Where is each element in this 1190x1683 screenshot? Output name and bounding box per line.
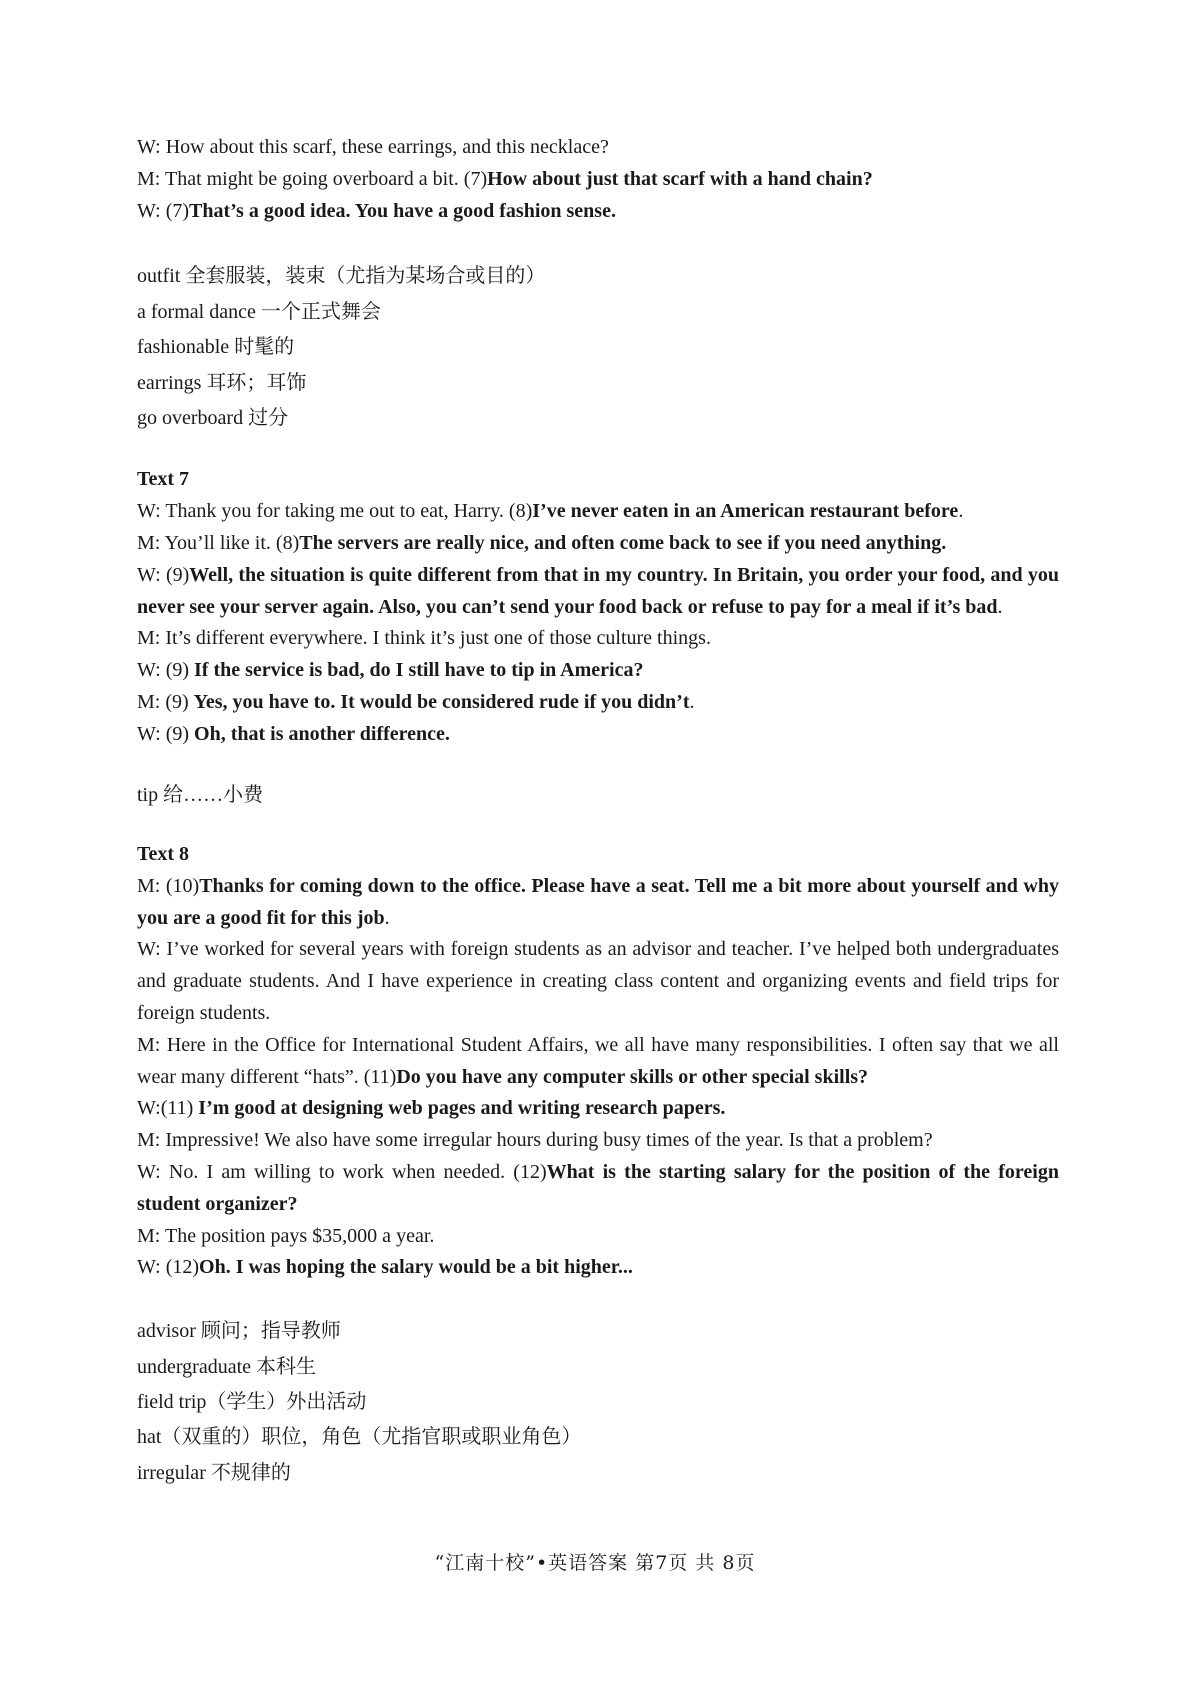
answer-page-body [137, 132, 1059, 1491]
dialogue-line: W: (7)That’s a good idea. You have a good fashion sense. [137, 199, 616, 222]
dialogue-line: W: (9) If the service is bad, do I still have to tip in America? [137, 659, 644, 682]
text7-section [137, 464, 1059, 750]
dialogue-line: W:(11) I’m good at designing web pages and writing research papers. [137, 1097, 726, 1120]
vocab-item: fashionable 时髦的 [137, 336, 295, 359]
dialogue-line: W: I’ve worked for several years with foreign students as an advisor and teacher. I’ve helped both undergraduates and graduate students. And I have experience in creating class content and organizing events and field trips for foreign students. [137, 938, 1059, 1024]
vocab-list-text8 [137, 1314, 1059, 1491]
vocab-item: advisor 顾问；指导教师 [137, 1320, 341, 1343]
dialogue-line: W: How about this scarf, these earrings, and this necklace? [137, 136, 609, 158]
vocab-item: a formal dance 一个正式舞会 [137, 300, 381, 323]
dialogue-line: M: That might be going overboard a bit. (7)How about just that scarf with a hand chain? [137, 167, 873, 190]
vocab-item: field trip（学生）外出活动 [137, 1390, 367, 1413]
dialogue-line: M: Here in the Office for International Student Affairs, we all have many responsibilities. I often say that we all wear many different “hats”. (11)Do you have any computer skills or other special skills? [137, 1033, 1059, 1088]
text6-dialogue [137, 132, 1059, 227]
dialogue-line: M: Impressive! We also have some irregular hours during busy times of the year. Is that a problem? [137, 1129, 933, 1152]
vocab-item: irregular 不规律的 [137, 1461, 291, 1484]
dialogue-line: W: Thank you for taking me out to eat, Harry. (8)I’ve never eaten in an American restaurant before. [137, 500, 964, 523]
dialogue-line: W: (12)Oh. I was hoping the salary would be a bit higher... [137, 1256, 633, 1279]
vocab-item: outfit 全套服装，装束（尤指为某场合或目的） [137, 265, 546, 288]
dialogue-line: M: (10)Thanks for coming down to the office. Please have a seat. Tell me a bit more about yourself and why you are a good fit for this job. [137, 874, 1059, 929]
dialogue-line: W: No. I am willing to work when needed. (12)What is the starting salary for the position of the foreign student organizer? [137, 1160, 1059, 1215]
vocab-item: go overboard 过分 [137, 407, 289, 430]
dialogue-line: W: (9)Well, the situation is quite different from that in my country. In Britain, you order your food, and you never see your server again. Also, you can’t send your food back or refuse to pay for a meal if it’s bad. [137, 563, 1059, 618]
dialogue-line: W: (9) Oh, that is another difference. [137, 722, 450, 745]
dialogue-line: M: (9) Yes, you have to. It would be considered rude if you didn’t. [137, 691, 695, 713]
vocab-list-text6 [137, 259, 1059, 436]
section-heading: Text 7 [137, 468, 190, 491]
vocab-list-text7 [137, 778, 1059, 813]
text8-section [137, 839, 1059, 1284]
dialogue-line: M: You’ll like it. (8)The servers are really nice, and often come back to see if you need anything. [137, 532, 947, 555]
vocab-item: earrings 耳环；耳饰 [137, 371, 307, 394]
vocab-item: hat（双重的）职位，角色（尤指官职或职业角色） [137, 1426, 582, 1449]
dialogue-line: M: The position pays $35,000 a year. [137, 1224, 435, 1247]
page-footer: “江南十校”•英语答案 第7页 共 8页 [434, 1552, 756, 1574]
dialogue-line: M: It’s different everywhere. I think it’s just one of those culture things. [137, 627, 711, 650]
section-heading: Text 8 [137, 843, 190, 865]
vocab-item: undergraduate 本科生 [137, 1355, 317, 1378]
vocab-item: tip 给……小费 [137, 783, 264, 806]
